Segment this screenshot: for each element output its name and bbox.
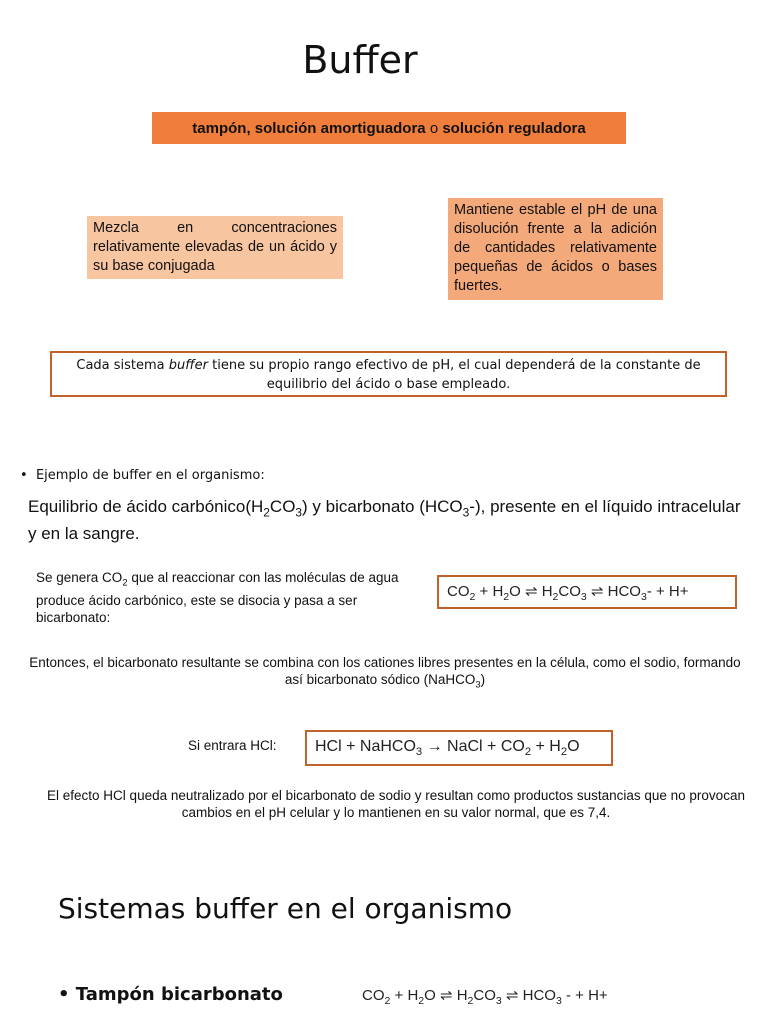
carbonic-equation-box — [437, 575, 737, 609]
equilibrium-paragraph: Equilibrio de ácido $carbónico(H_2CO_3)$ y bicarbonato $(HCO_3-)$, presente en el líquido intracelular y en la sangre. — [28, 497, 741, 544]
banner-connector: o — [425, 119, 443, 137]
bullet-dot: • — [20, 468, 36, 483]
bicarbonate-buffer-equation: $CO_2 + H_2O$ ⇌ $H_2CO_3$ ⇌ $HCO_3$ - + H+ — [362, 987, 608, 1007]
bullet-dot: • — [58, 984, 76, 1005]
ph-range-note: Cada sistema buffer tiene su propio rango efectivo de pH, el cual dependerá de la constante de equilibrio del ácido o base empleado. — [50, 351, 727, 397]
hcl-label: Si entrara HCl: — [188, 738, 277, 753]
hcl-equation-box — [305, 730, 613, 766]
bicarbonate-paragraph: Entonces, el bicarbonato resultante se combina con los cationes libres presentes en la célula, como el sodio, formando así bicarbonato sódico (NaHCO$_3$) — [29, 655, 741, 691]
section-title: Sistemas buffer en el organismo — [58, 892, 513, 925]
page-title: Buffer — [302, 38, 418, 82]
co2-paragraph: Se genera $CO_2$ que al reaccionar con las moléculas de agua produce ácido carbónico, este se disocia y pasa a ser bicarbonato: — [36, 570, 399, 625]
hcl-equation: HCl + NaHCO$_3$ → NaCl + $CO_2 + H_2O$ — [315, 737, 580, 759]
definition-banner — [152, 112, 626, 144]
bullet-item: • Tampón bicarbonato — [58, 984, 283, 1005]
banner-term-1: tampón, solución amortiguadora — [192, 119, 426, 137]
example-heading: • Ejemplo de buffer en el organismo: — [20, 468, 265, 483]
composition-box: Mezcla en concentraciones relativamente elevadas de un ácido y su base conjugada — [87, 216, 343, 279]
effect-paragraph: El efecto HCl queda neutralizado por el bicarbonato de sodio y resultan como productos sustancias que no provocan cambios en el pH celular y lo mantienen en su valor normal, que es 7,4. — [47, 788, 745, 820]
function-box: Mantiene estable el pH de una disolución frente a la adición de cantidades relativamente pequeñas de ácidos o bases fuertes. — [448, 198, 663, 300]
banner-term-2: solución reguladora — [442, 119, 586, 137]
carbonic-equation: $CO_2 + H_2O$ ⇌ $H_2CO_3$ ⇌ $HCO_3- + H+$ — [447, 582, 689, 603]
